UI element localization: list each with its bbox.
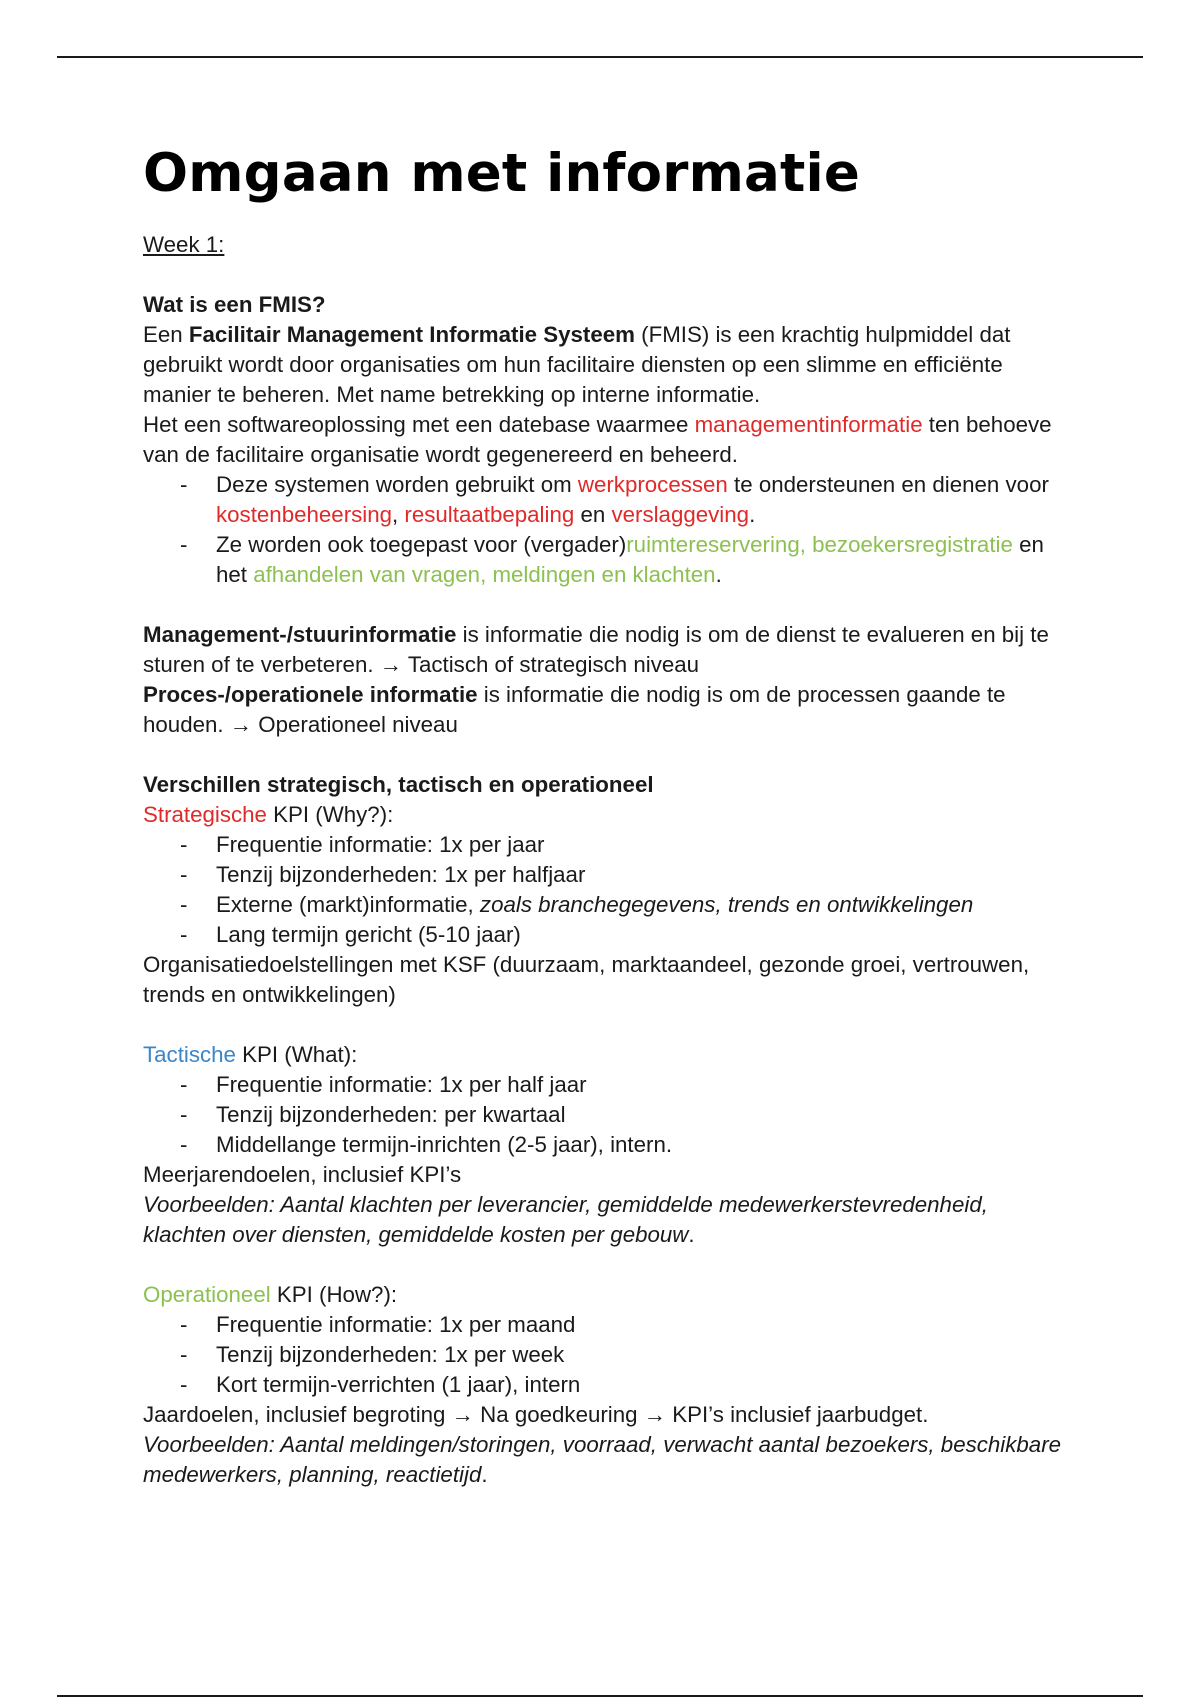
list-item: - Ze worden ook toegepast voor (vergader)ruimtereservering, bezoekersregistratie en het afhandelen van vragen, meldingen en klachten. [143,530,1073,590]
operational-examples: Voorbeelden: Aantal meldingen/storingen, voorraad, verwacht aantal bezoekers, beschikbare medewerkers, planning, reactietijd. [143,1432,1062,1487]
fmis-list [143,470,1073,590]
list-item: - Tenzij bijzonderheden: per kwartaal [143,1100,1073,1130]
list-item: - Deze systemen worden gebruikt om werkprocessen te ondersteunen en dienen voor kostenbeheersing, resultaatbepaling en verslaggeving. [143,470,1073,530]
differences-heading: Verschillen strategisch, tactisch en operationeel [143,772,654,797]
list-item: - Kort termijn-verrichten (1 jaar), intern [143,1370,1073,1400]
list-item: - Frequentie informatie: 1x per maand [143,1310,1073,1340]
tactical-kpi-label: Tactische KPI (What): [143,1042,358,1067]
top-rule [57,56,1143,58]
list-item: - Middellange termijn-inrichten (2-5 jaar), intern. [143,1130,1073,1160]
list-item: - Externe (markt)informatie, zoals branchegegevens, trends en ontwikkelingen [143,890,1073,920]
list-item: - Lang termijn gericht (5-10 jaar) [143,920,1073,950]
week-label: Week 1: [143,232,225,257]
tactical-examples: Voorbeelden: Aantal klachten per leverancier, gemiddelde medewerkerstevredenheid, klachten over diensten, gemiddelde kosten per gebouw. [143,1192,988,1247]
operational-list [143,1310,1073,1400]
operational-goals: Jaardoelen, inclusief begroting → Na goedkeuring → KPI’s inclusief jaarbudget. [143,1402,929,1427]
strategic-goals: Organisatiedoelstellingen met KSF (duurzaam, marktaandeel, gezonde groei, vertrouwen, trends en ontwikkelingen) [143,952,1030,1007]
management-info-paragraph: Management-/stuurinformatie is informatie die nodig is om de dienst te evalueren en bij te sturen of te verbeteren. → Tactisch of strategisch niveau [143,622,1049,677]
page-title: Omgaan met informatie [143,143,861,204]
strategic-list [143,830,1073,950]
tactical-goals: Meerjarendoelen, inclusief KPI’s [143,1162,462,1187]
fmis-heading: Wat is een FMIS? [143,292,326,317]
process-info-paragraph: Proces-/operationele informatie is informatie die nodig is om de processen gaande te houden. → Operationeel niveau [143,682,1006,737]
document-body [143,138,1073,1490]
list-item: - Tenzij bijzonderheden: 1x per halfjaar [143,860,1073,890]
list-item: - Frequentie informatie: 1x per jaar [143,830,1073,860]
list-item: - Tenzij bijzonderheden: 1x per week [143,1340,1073,1370]
fmis-paragraph-2: Het een softwareoplossing met een datebase waarmee managementinformatie ten behoeve van de facilitaire organisatie wordt gegenereerd en beheerd. [143,412,1052,467]
tactical-list [143,1070,1073,1160]
bottom-rule [57,1695,1143,1697]
fmis-paragraph-1: Een Facilitair Management Informatie Systeem (FMIS) is een krachtig hulpmiddel dat gebruikt wordt door organisaties om hun facilitaire diensten op een slimme en efficiënte manier te beheren. Met name betrekking op interne informatie. [143,322,1011,407]
strategic-kpi-label: Strategische KPI (Why?): [143,802,394,827]
operational-kpi-label: Operationeel KPI (How?): [143,1282,398,1307]
list-item: - Frequentie informatie: 1x per half jaar [143,1070,1073,1100]
